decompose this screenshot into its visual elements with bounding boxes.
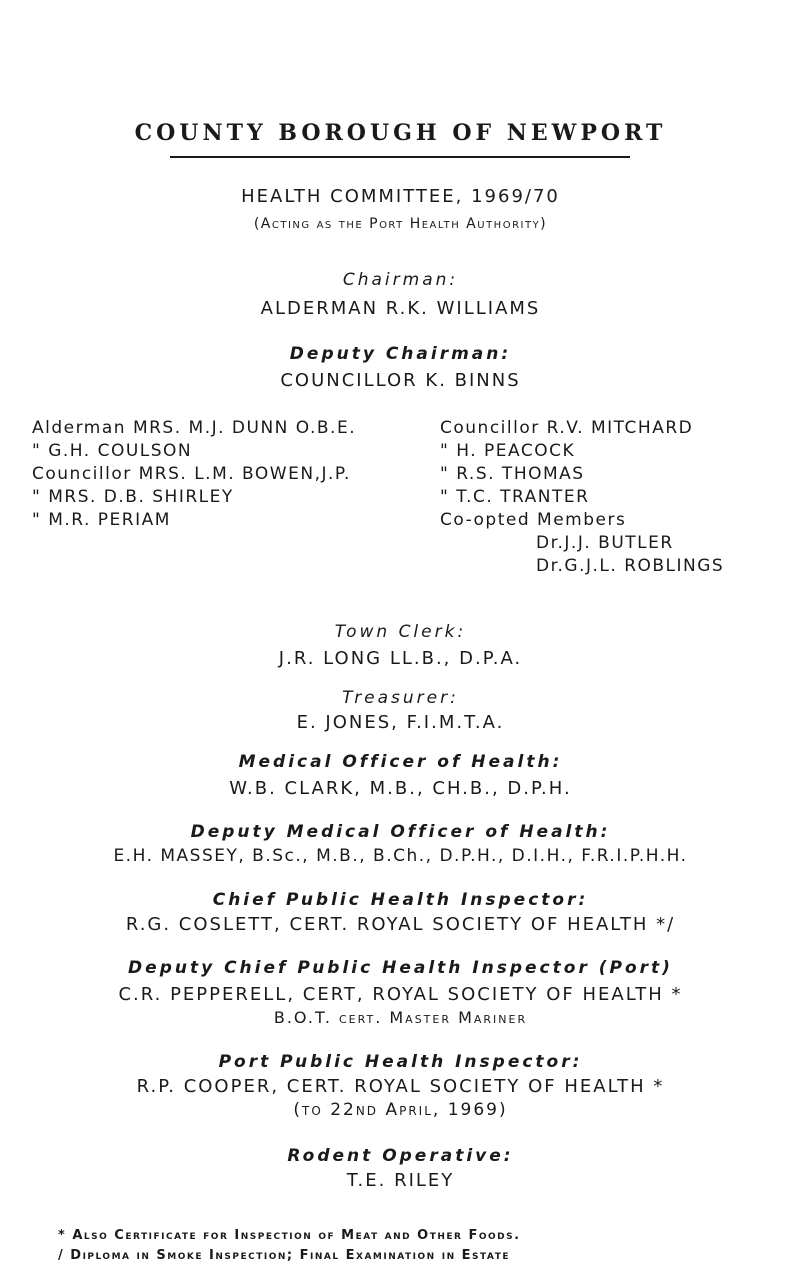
deputy-chief-phi-name: C.R. PEPPERELL, CERT, ROYAL SOCIETY OF HEALTH * <box>118 984 683 1005</box>
member-left: " MRS. D.B. SHIRLEY <box>32 487 234 507</box>
town-clerk-name: J.R. LONG LL.B., D.P.A. <box>278 648 523 669</box>
member-right: Dr.J.J. BUTLER <box>536 533 674 553</box>
member-right: Dr.G.J.L. ROBLINGS <box>536 556 725 576</box>
footnote: / Diploma in Smoke Inspection; Final Examination in Estate <box>58 1248 510 1263</box>
deputy-chief-phi-role: Deputy Chief Public Health Inspector (Port) <box>128 958 673 978</box>
port-phi-role: Port Public Health Inspector: <box>218 1052 583 1072</box>
port-phi-name: R.P. COOPER, CERT. ROYAL SOCIETY OF HEALTH * <box>136 1076 665 1097</box>
treasurer-name: E. JONES, F.I.M.T.A. <box>296 712 505 733</box>
deputy-moh-name: E.H. MASSEY, B.Sc., M.B., B.Ch., D.P.H., D.I.H., F.R.I.P.H.H. <box>113 846 688 866</box>
page-title: COUNTY BOROUGH OF NEWPORT <box>134 120 667 146</box>
rodent-operative-role: Rodent Operative: <box>287 1146 514 1166</box>
member-right: " R.S. THOMAS <box>440 464 585 484</box>
chairman-role: Chairman: <box>342 270 459 290</box>
deputy-chairman-name: COUNCILLOR K. BINNS <box>280 370 521 391</box>
moh-name: W.B. CLARK, M.B., CH.B., D.P.H. <box>229 778 572 799</box>
chief-phi-role: Chief Public Health Inspector: <box>212 890 589 910</box>
member-right: Councillor R.V. MITCHARD <box>440 418 694 438</box>
treasurer-role: Treasurer: <box>342 688 459 708</box>
port-phi-extra: (to 22nd April, 1969) <box>293 1100 508 1120</box>
member-left: " G.H. COULSON <box>32 441 193 461</box>
town-clerk-role: Town Clerk: <box>334 622 467 642</box>
member-left: Alderman MRS. M.J. DUNN O.B.E. <box>32 418 357 438</box>
member-right: " T.C. TRANTER <box>440 487 590 507</box>
member-left: Councillor MRS. L.M. BOWEN,J.P. <box>32 464 351 484</box>
deputy-moh-role: Deputy Medical Officer of Health: <box>190 822 611 842</box>
title-underline <box>170 156 630 158</box>
moh-role: Medical Officer of Health: <box>238 752 563 772</box>
rodent-operative-name: T.E. RILEY <box>346 1170 455 1191</box>
member-left: " M.R. PERIAM <box>32 510 171 530</box>
chairman-name: ALDERMAN R.K. WILLIAMS <box>260 298 541 319</box>
member-right: " H. PEACOCK <box>440 441 576 461</box>
chief-phi-name: R.G. COSLETT, CERT. ROYAL SOCIETY OF HEALTH */ <box>125 914 676 935</box>
acting-as-note: (Acting as the Port Health Authority) <box>253 216 548 232</box>
member-right: Co-opted Members <box>440 510 627 530</box>
committee-heading: HEALTH COMMITTEE, 1969/70 <box>241 186 560 207</box>
footnote: * Also Certificate for Inspection of Meat and Other Foods. <box>58 1228 521 1243</box>
deputy-chairman-role: Deputy Chairman: <box>289 344 512 364</box>
deputy-chief-phi-extra: B.O.T. cert. Master Mariner <box>273 1008 528 1027</box>
